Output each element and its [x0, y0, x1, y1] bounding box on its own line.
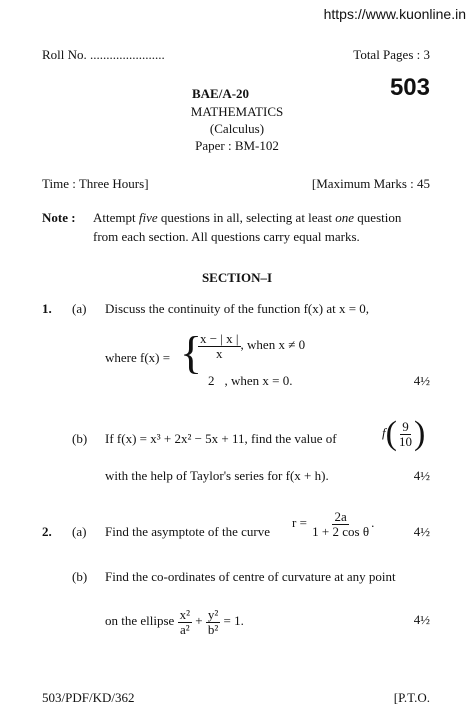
q2-b-line-2 [105, 608, 244, 636]
function-symbol: f [382, 424, 386, 440]
case-2-condition: , when x = 0. [224, 373, 293, 388]
q1-b-label: (b) [72, 431, 88, 446]
taylor-eval-expression [382, 417, 425, 451]
note-text: question [354, 210, 402, 225]
note-line-1 [93, 210, 401, 226]
q1-a-text: Discuss the continuity of the function f(x) at x = 0, [105, 301, 370, 316]
case-1-condition: , when x ≠ 0 [240, 337, 306, 353]
polar-numerator: 2a [334, 509, 347, 524]
note-line-2: from each section. All questions carry equal marks. [93, 229, 360, 244]
ellipse-intro: on the ellipse [105, 613, 175, 629]
x-squared: x² [179, 607, 190, 622]
q1-b-line-2: with the help of Taylor's series for f(x + h). [105, 468, 329, 483]
please-turn-over: [P.T.O. [393, 690, 430, 705]
q1-number: 1. [42, 301, 52, 316]
q1-a-where: where f(x) = [105, 350, 171, 365]
note-emphasis: one [335, 210, 355, 225]
piecewise-case-1 [198, 332, 305, 360]
q2-a-label: (a) [72, 524, 87, 539]
case-1-numerator: x − | x | [200, 331, 239, 346]
piecewise-brace: { [180, 327, 203, 378]
q2-b-text: Find the co-ordinates of centre of curvature at any point [105, 569, 396, 584]
q1-a-marks: 4½ [413, 373, 430, 388]
note-text: questions in all, selecting at least [157, 210, 336, 225]
fraction-numerator: 9 [402, 418, 409, 434]
polar-fraction [310, 510, 371, 538]
a-squared: a² [179, 621, 190, 637]
note-emphasis: five [138, 210, 158, 225]
paper-title: Paper : BM-102 [195, 138, 279, 153]
case-1-fraction [198, 332, 241, 360]
total-pages: Total Pages : 3 [353, 47, 430, 62]
polar-denominator: 1 + 2 cos θ [312, 523, 370, 539]
nine-tenths-fraction [397, 420, 414, 448]
polar-curve-equation [292, 510, 374, 538]
section-heading: SECTION–I [201, 270, 273, 285]
note-text: Attempt [93, 210, 139, 225]
polar-r: r = [292, 515, 307, 531]
source-url: https://www.kuonline.in [323, 6, 466, 22]
ellipse-x-term [178, 608, 192, 636]
q2-number: 2. [42, 524, 52, 539]
case-2-value: 2 [208, 373, 215, 388]
b-squared: b² [207, 621, 219, 637]
paper-number: 503 [389, 74, 430, 101]
q1-b-text: If f(x) = x³ + 2x² − 5x + 11, find the value of [105, 431, 337, 446]
q2-a-text: Find the asymptote of the curve [105, 524, 270, 539]
q2-a-marks: 4½ [413, 524, 430, 539]
subject: MATHEMATICS [190, 104, 284, 119]
topic: (Calculus) [209, 121, 265, 136]
case-1-denominator: x [216, 345, 223, 361]
fraction-denominator: 10 [398, 433, 412, 449]
q1-a-label: (a) [72, 301, 87, 316]
q2-b-label: (b) [72, 569, 88, 584]
note-label: Note : [42, 210, 76, 225]
roll-number: Roll No. ....................... [42, 47, 165, 62]
time-allowed: Time : Three Hours] [42, 176, 149, 191]
piecewise-case-2 [208, 373, 293, 389]
plus-sign: + [195, 613, 203, 629]
ellipse-y-term [206, 608, 220, 636]
footer-code: 503/PDF/KD/362 [42, 690, 135, 705]
y-squared: y² [207, 607, 219, 622]
polar-period: . [371, 515, 375, 531]
q2-b-marks: 4½ [413, 612, 430, 627]
q1-b-marks: 4½ [413, 468, 430, 483]
paper-code: BAE/A-20 [192, 86, 250, 101]
maximum-marks: [Maximum Marks : 45 [311, 176, 430, 191]
equals-one: = 1. [223, 613, 244, 629]
right-paren: ) [413, 415, 426, 452]
left-paren: ( [385, 415, 397, 452]
